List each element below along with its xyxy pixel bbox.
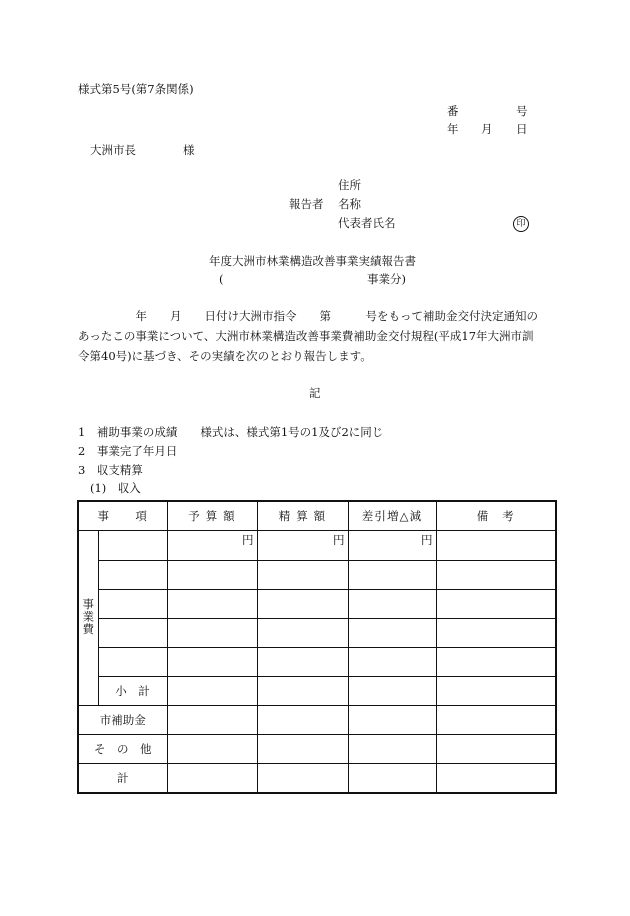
subtotal-label: 小 計 (98, 677, 167, 706)
table-cell (98, 648, 167, 677)
reporter-role-label: 報告者 (289, 197, 324, 211)
item-1: 1 補助事業の成績 様式は、様式第1号の1及び2に同じ (78, 425, 384, 439)
address-label: 住所 (338, 178, 361, 192)
item-3-1: (1) 収入 (90, 481, 141, 495)
body-line: 年 月 日付け大洲市指令 第 号をもって補助金交付決定通知の (78, 309, 538, 323)
body-line: 令第40号)に基づき、その実績を次のとおり報告します。 (78, 349, 372, 363)
table-cell (98, 561, 167, 590)
table-row (78, 531, 556, 561)
report-title: 年度大洲市林業構造改善事業実績報告書 (209, 254, 416, 268)
subsidy-label: 市補助金 (78, 706, 167, 735)
table-cell (257, 561, 348, 590)
table-cell (348, 648, 436, 677)
group-label: 事業費 (81, 597, 96, 636)
table-cell (167, 561, 257, 590)
table-cell (436, 619, 556, 648)
table-header-row (78, 501, 556, 531)
subtotal-row (78, 677, 556, 706)
number-label-a: 番 (447, 104, 459, 118)
unit-cell: 円 (257, 531, 348, 561)
table-cell (167, 590, 257, 619)
table-cell (436, 764, 556, 794)
table-cell (98, 590, 167, 619)
table-cell (257, 764, 348, 794)
title-paren-close: 事業分) (367, 272, 406, 286)
table-cell (98, 531, 167, 561)
table-cell (257, 648, 348, 677)
income-table (77, 500, 557, 794)
header-difference: 差引増△減 (348, 501, 436, 531)
table-cell (348, 735, 436, 764)
other-label: そ の 他 (78, 735, 167, 764)
table-cell (348, 764, 436, 794)
table-cell (167, 648, 257, 677)
date-day: 日 (516, 122, 528, 136)
body-line: あったこの事業について、大洲市林業構造改善事業費補助金交付規程(平成17年大洲市訓 (78, 329, 534, 343)
group-label-cell (78, 531, 98, 706)
title-paren-open: ( (219, 272, 224, 286)
item-2: 2 事業完了年月日 (78, 444, 178, 458)
table-cell (436, 706, 556, 735)
table-cell (167, 764, 257, 794)
unit-cell: 円 (348, 531, 436, 561)
table-cell (98, 619, 167, 648)
table-cell (348, 677, 436, 706)
total-row (78, 764, 556, 794)
table-row (78, 619, 556, 648)
table-cell (436, 735, 556, 764)
table-cell (257, 619, 348, 648)
table-cell (348, 706, 436, 735)
ki-heading: 記 (309, 386, 321, 400)
table-cell (436, 531, 556, 561)
name-label: 名称 (338, 197, 361, 211)
header-budget: 予 算 額 (167, 501, 257, 531)
table-cell (167, 677, 257, 706)
table-row (78, 648, 556, 677)
addressee-honorific: 様 (183, 143, 195, 157)
table-cell (348, 619, 436, 648)
table-cell (348, 590, 436, 619)
header-settlement: 精 算 額 (257, 501, 348, 531)
header-remarks: 備 考 (436, 501, 556, 531)
representative-label: 代表者氏名 (338, 216, 396, 230)
other-row (78, 735, 556, 764)
table-cell (436, 561, 556, 590)
addressee-name: 大洲市長 (90, 143, 136, 157)
table-cell (436, 590, 556, 619)
table-cell (348, 561, 436, 590)
seal-mark: 印 (513, 216, 529, 232)
table-row (78, 561, 556, 590)
subsidy-row (78, 706, 556, 735)
table-cell (257, 735, 348, 764)
table-cell (167, 706, 257, 735)
number-label-b: 号 (516, 104, 528, 118)
table-cell (167, 735, 257, 764)
table-cell (436, 648, 556, 677)
item-3: 3 収支精算 (78, 463, 143, 477)
total-label: 計 (78, 764, 167, 794)
table-cell (436, 677, 556, 706)
date-year: 年 (447, 122, 459, 136)
body-paragraph (78, 306, 556, 366)
table-cell (257, 706, 348, 735)
form-number: 様式第5号(第7条関係) (78, 82, 194, 96)
table-cell (167, 619, 257, 648)
date-month: 月 (481, 122, 493, 136)
table-row (78, 590, 556, 619)
table-cell (257, 590, 348, 619)
header-item: 事 項 (78, 501, 167, 531)
unit-cell: 円 (167, 531, 257, 561)
table-cell (257, 677, 348, 706)
